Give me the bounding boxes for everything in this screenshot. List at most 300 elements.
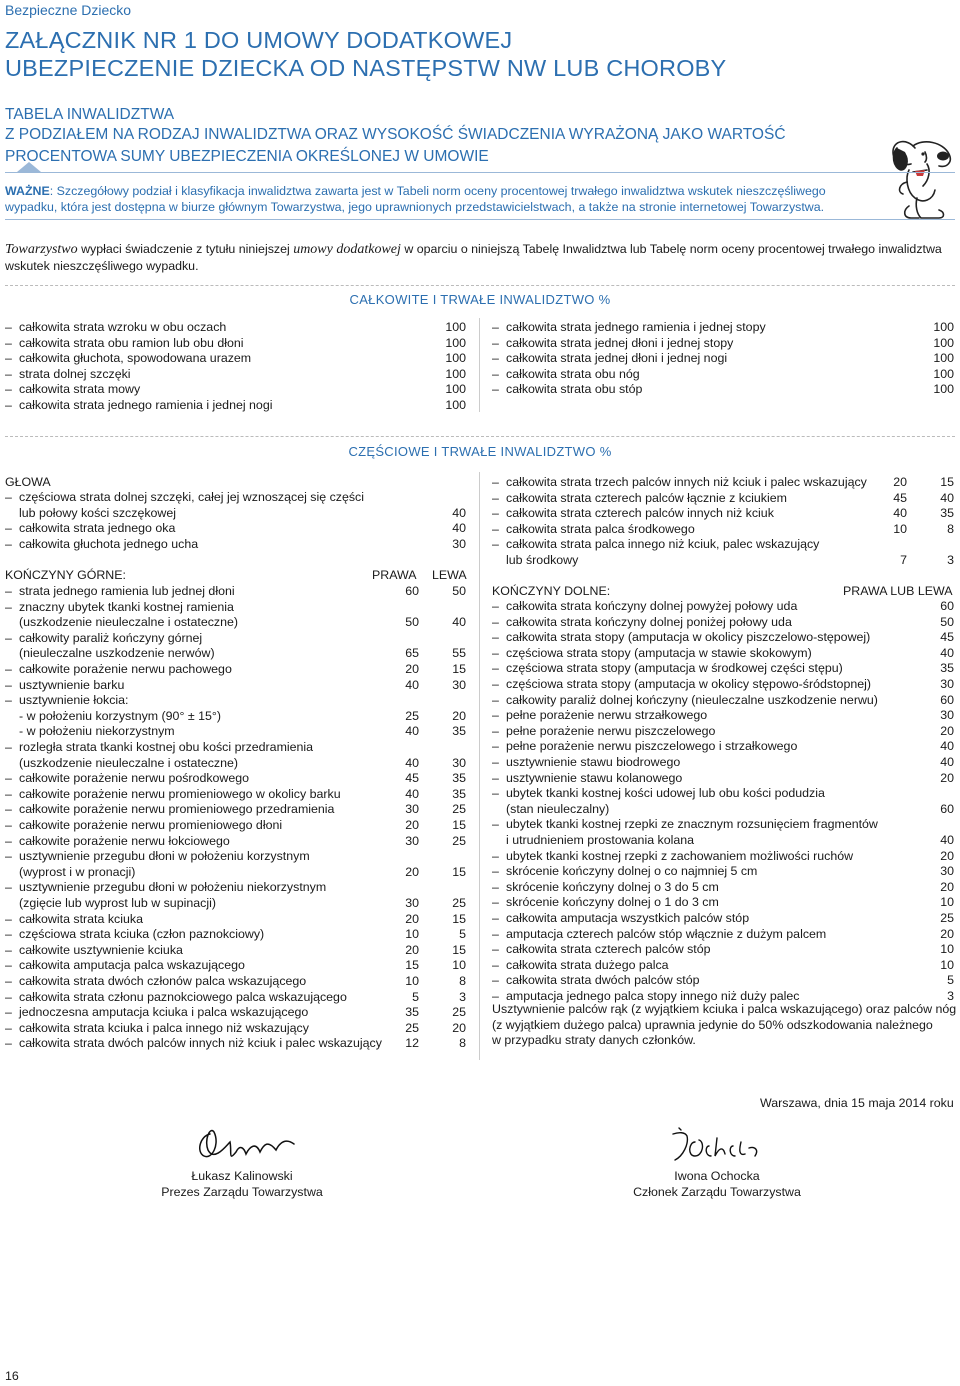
row-label: całkowita strata wzroku w obu oczach xyxy=(19,320,227,334)
row-label: całkowita strata obu stóp xyxy=(506,382,643,397)
row-label: skrócenie kończyny dolnej o 3 do 5 cm xyxy=(506,879,719,894)
row-dash: – xyxy=(5,849,12,864)
row-value-left: 15 xyxy=(940,475,954,489)
signer1-name: Łukasz Kalinowski xyxy=(191,1169,293,1183)
row-dash: – xyxy=(5,974,12,988)
table-row xyxy=(5,537,466,553)
row-value: 5 xyxy=(947,973,954,988)
row-dash: – xyxy=(492,521,499,536)
row-dash: – xyxy=(492,708,499,723)
row-label: częściowa strata dolnej szczęki, całej jej wznoszącej się części xyxy=(19,490,365,504)
row-value-left: 35 xyxy=(452,786,466,801)
row-value-right: 35 xyxy=(405,1005,419,1020)
table-row xyxy=(5,865,466,881)
row-dash: – xyxy=(5,630,12,645)
table-row xyxy=(5,740,466,756)
signing-date: Warszawa, dnia 15 maja 2014 roku xyxy=(760,1096,954,1110)
row-value-right: 40 xyxy=(405,786,419,801)
row-dash: – xyxy=(5,771,12,786)
row-dash: – xyxy=(492,755,499,769)
row-value-right: 20 xyxy=(405,662,419,676)
row-value-left: 25 xyxy=(452,896,466,910)
row-label: lub połowy kości szczękowej xyxy=(19,505,177,520)
row-value: 100 xyxy=(445,351,466,366)
row-value-left: 30 xyxy=(452,755,466,770)
row-label: usztywnienie przegubu dłoni w położeniu korzystnym xyxy=(19,849,310,864)
table-row xyxy=(5,802,466,818)
row-dash: – xyxy=(5,942,12,957)
row-label: skrócenie kończyny dolnej o co najmniej 5 cm xyxy=(506,864,758,879)
row-value: 20 xyxy=(940,723,954,738)
row-value-right: 20 xyxy=(405,864,419,879)
row-value: 30 xyxy=(940,677,954,691)
section-divider xyxy=(5,285,955,286)
table-row xyxy=(492,553,954,569)
row-dash: – xyxy=(5,677,12,692)
row-value-left: 25 xyxy=(452,833,466,848)
table-row xyxy=(492,864,954,880)
table-row xyxy=(492,367,954,383)
table-row xyxy=(5,912,466,928)
table-row xyxy=(5,709,466,725)
column-separator xyxy=(479,472,480,1060)
row-value-left: 20 xyxy=(452,708,466,723)
row-label: usztywnienie stawu biodrowego xyxy=(506,755,681,769)
row-label: częściowa strata stopy (amputacja w stawie skokowym) xyxy=(506,645,812,660)
row-value-right: 20 xyxy=(405,818,419,832)
table-row xyxy=(492,802,954,818)
row-value: 60 xyxy=(940,599,954,613)
table-row xyxy=(492,880,954,896)
table-row xyxy=(492,599,954,615)
table-row xyxy=(492,506,954,522)
row-label: całkowita amputacja wszystkich palców stóp xyxy=(506,911,750,925)
row-label: całkowita strata jednego ramienia i jednej nogi xyxy=(19,398,273,412)
row-dash: – xyxy=(492,661,499,676)
row-dash: – xyxy=(5,1005,12,1020)
row-dash: – xyxy=(492,989,499,1003)
row-value: 40 xyxy=(452,505,466,520)
page-title-line1: ZAŁĄCZNIK NR 1 DO UMOWY DODATKOWEJ xyxy=(5,27,513,53)
table-row xyxy=(5,646,466,662)
row-value: 35 xyxy=(940,661,954,676)
row-dash: – xyxy=(5,958,12,973)
table-row xyxy=(5,787,466,803)
row-dash: – xyxy=(492,692,499,707)
row-dash: – xyxy=(492,723,499,738)
row-value-left: 25 xyxy=(452,1005,466,1020)
table-row xyxy=(5,943,466,959)
row-value-left: 35 xyxy=(452,724,466,739)
table-row xyxy=(5,927,466,943)
table-row xyxy=(492,336,954,352)
row-dash: – xyxy=(492,770,499,785)
table-row xyxy=(5,974,466,990)
row-dash: – xyxy=(5,818,12,832)
row-value-right: 65 xyxy=(405,646,419,661)
row-label: całkowity paraliż dolnej kończyny (nieuleczalne uszkodzenie nerwu) xyxy=(506,692,878,707)
page-title-line2: UBEZPIECZENIE DZIECKA OD NASTĘPSTW NW LUB CHOROBY xyxy=(5,55,727,81)
row-value: 100 xyxy=(933,335,954,350)
row-label: całkowite usztywnienie kciuka xyxy=(19,942,183,957)
row-label: ubytek tkanki kostnej rzepki ze znacznym rozsunięciem fragmentów xyxy=(506,817,878,832)
table-row xyxy=(5,615,466,631)
table-row xyxy=(492,927,954,943)
row-label: całkowite porażenie nerwu pośrodkowego xyxy=(19,771,250,786)
row-label: całkowita strata jednej dłoni i jednej nogi xyxy=(506,351,728,366)
row-label: strata jednego ramienia lub jednej dłoni xyxy=(19,584,235,598)
subtitle-line1: TABELA INWALIDZTWA xyxy=(5,106,175,123)
row-label: całkowite porażenie nerwu promieniowego przedramienia xyxy=(19,802,335,817)
table-row xyxy=(5,631,466,647)
row-label: całkowita strata czterech palców innych niż kciuk xyxy=(506,506,774,521)
table-row xyxy=(492,958,954,974)
row-value-right: 45 xyxy=(405,771,419,786)
row-dash: – xyxy=(492,817,499,832)
table-row xyxy=(5,600,466,616)
row-value: 40 xyxy=(940,755,954,769)
table-row xyxy=(5,351,466,367)
section-divider xyxy=(5,436,955,437)
row-value: 100 xyxy=(445,382,466,397)
row-dash: – xyxy=(5,335,12,350)
row-label: amputacja jednego palca stopy innego niż duży palec xyxy=(506,989,800,1003)
row-value-right: 15 xyxy=(405,958,419,973)
row-value: 100 xyxy=(933,320,954,334)
table-row xyxy=(492,320,954,336)
row-label: częściowa strata stopy (amputacja w okolicy stępowo-śródstopnej) xyxy=(506,677,871,691)
row-value: 100 xyxy=(933,366,954,381)
table-row xyxy=(492,382,954,398)
row-value-right: 40 xyxy=(893,506,907,521)
section-title-total: CAŁKOWITE I TRWAŁE INWALIDZTWO % xyxy=(349,292,611,307)
row-dash: – xyxy=(492,351,499,366)
table-row xyxy=(492,537,954,553)
row-value: 40 xyxy=(940,645,954,660)
row-dash: – xyxy=(492,537,499,552)
row-value-left: 15 xyxy=(452,942,466,957)
row-value-right: 40 xyxy=(405,755,419,770)
lower-header: PRAWA LUB LEWA xyxy=(843,584,953,598)
table-row xyxy=(5,367,466,383)
row-dash: – xyxy=(492,739,499,754)
row-label: całkowita głuchota jednego ucha xyxy=(19,536,199,551)
row-dash: – xyxy=(5,490,12,504)
row-dash: – xyxy=(492,382,499,397)
row-dash: – xyxy=(492,599,499,613)
row-value-right: 30 xyxy=(405,802,419,817)
row-value-right: 20 xyxy=(893,475,907,489)
row-value: 10 xyxy=(940,942,954,957)
final-note-line3: w przypadku straty danych członków. xyxy=(492,1033,696,1047)
row-value-left: 20 xyxy=(452,1020,466,1035)
table-row xyxy=(5,880,466,896)
table-row xyxy=(5,336,466,352)
row-dash: – xyxy=(492,879,499,894)
row-value-left: 8 xyxy=(459,974,466,988)
subtitle-line2: Z PODZIAŁEM NA RODZAJ INWALIDZTWA ORAZ WYSOKOŚĆ ŚWIADCZENIA WYRAŻONĄ JAKO WARTOŚĆ xyxy=(5,126,786,143)
row-value-left: 8 xyxy=(459,1036,466,1051)
table-row xyxy=(5,724,466,740)
row-label: całkowite porażenie nerwu promieniowego w okolicy barku xyxy=(19,786,341,801)
table-row xyxy=(5,849,466,865)
row-value-left: 50 xyxy=(452,584,466,598)
row-label: całkowita strata jednej dłoni i jednej stopy xyxy=(506,335,734,350)
table-row xyxy=(5,896,466,912)
row-label: całkowita strata dwóch członów palca wskazującego xyxy=(19,974,307,988)
upper-limbs-label: KOŃCZYNY GÓRNE: xyxy=(5,568,126,582)
row-value-right: 40 xyxy=(405,677,419,692)
row-value-right: 10 xyxy=(405,927,419,942)
table-row xyxy=(492,491,954,507)
row-label: usztywnienie stawu kolanowego xyxy=(506,770,683,785)
row-label: ubytek tkanki kostnej rzepki z zachowaniem możliwości ruchów xyxy=(506,848,854,863)
table-row xyxy=(492,942,954,958)
row-value: 20 xyxy=(940,879,954,894)
row-dash: – xyxy=(5,989,12,1004)
row-label: strata dolnej szczęki xyxy=(19,366,131,381)
table-row xyxy=(492,849,954,865)
row-dash: – xyxy=(492,645,499,660)
row-value: 10 xyxy=(940,957,954,972)
row-label: całkowita strata mowy xyxy=(19,382,141,397)
row-label: całkowita głuchota, spowodowana urazem xyxy=(19,351,252,366)
row-dash: – xyxy=(5,880,12,895)
note-pointer xyxy=(17,162,41,172)
row-label: częściowa strata kciuka (człon paznokciowy) xyxy=(19,927,265,942)
table-row xyxy=(5,506,466,522)
column-separator xyxy=(479,318,480,412)
row-dash: – xyxy=(5,366,12,381)
table-row xyxy=(492,817,954,833)
row-label: usztywnienie łokcia: xyxy=(19,693,129,708)
row-dash: – xyxy=(5,927,12,942)
row-label: (uszkodzenie nieuleczalne i ostateczne) xyxy=(19,755,239,770)
row-dash: – xyxy=(492,630,499,645)
row-label: całkowita strata czterech palców łącznie z kciukiem xyxy=(506,490,787,505)
table-row xyxy=(5,990,466,1006)
row-label: całkowita strata czterech palców stóp xyxy=(506,942,711,957)
table-row xyxy=(5,678,466,694)
row-value-left: 3 xyxy=(459,989,466,1004)
row-dash: – xyxy=(5,911,12,926)
row-value-right: 30 xyxy=(405,896,419,910)
row-label: pełne porażenie nerwu piszczelowego xyxy=(506,723,716,738)
row-label: lub środkowy xyxy=(506,553,579,567)
row-label: (stan nieuleczalny) xyxy=(506,801,610,816)
row-value: 50 xyxy=(940,614,954,629)
row-label: całkowita strata kciuka xyxy=(19,911,143,926)
row-value-left: 15 xyxy=(452,818,466,832)
table-row xyxy=(492,724,954,740)
lower-limbs-label: KOŃCZYNY DOLNE: xyxy=(492,584,611,598)
row-value: 20 xyxy=(940,848,954,863)
row-value-left: 40 xyxy=(940,490,954,505)
brand-label: Bezpieczne Dziecko xyxy=(5,2,132,18)
table-row xyxy=(492,895,954,911)
row-value: 100 xyxy=(445,398,466,412)
row-label: całkowita strata jednego oka xyxy=(19,521,176,536)
row-label: całkowita strata dwóch palców stóp xyxy=(506,973,700,988)
row-label: całkowita strata palca środkowego xyxy=(506,521,695,536)
row-label: całkowita amputacja palca wskazującego xyxy=(19,958,245,973)
table-row xyxy=(492,615,954,631)
row-label: znaczny ubytek tkanki kostnej ramienia xyxy=(19,599,234,614)
table-row xyxy=(492,522,954,538)
row-value: 3 xyxy=(947,989,954,1003)
intro-paragraph: Towarzystwo wypłaci świadczenie z tytułu niniejszej umowy dodatkowej w oparciu o niniejszą Tabelę Inwalidztwa lub Tabelę norm oceny procentowej trwałego inwalidztwa wskutek nieszczęśliwego wypadku. xyxy=(5,242,942,273)
row-label: całkowite porażenie nerwu pachowego xyxy=(19,662,232,676)
row-label: całkowita strata obu ramion lub obu dłoni xyxy=(19,335,244,350)
row-value: 100 xyxy=(933,382,954,397)
table-row xyxy=(5,662,466,678)
row-label: całkowita strata trzech palców innych niż kciuk i palec wskazujący xyxy=(506,475,867,489)
signer2-role: Członek Zarządu Towarzystwa xyxy=(633,1185,801,1199)
row-label: amputacja czterech palców stóp włącznie z dużym palcem xyxy=(506,926,827,941)
row-label: i utrudnieniem prostowania kolana xyxy=(506,833,695,847)
table-row xyxy=(492,786,954,802)
row-dash: – xyxy=(5,584,12,598)
row-value: 40 xyxy=(452,521,466,536)
row-value-left: 15 xyxy=(452,911,466,926)
row-value: 60 xyxy=(940,692,954,707)
row-label: całkowite porażenie nerwu promieniowego dłoni xyxy=(19,818,283,832)
row-value-left: 8 xyxy=(947,521,954,536)
row-dash: – xyxy=(492,335,499,350)
important-note-box xyxy=(5,172,955,220)
table-row xyxy=(492,661,954,677)
row-value: 25 xyxy=(940,911,954,925)
row-value: 45 xyxy=(940,630,954,645)
table-row xyxy=(5,1021,466,1037)
table-row xyxy=(5,756,466,772)
row-label: ubytek tkanki kostnej kości udowej lub obu kości podudzia xyxy=(506,786,825,801)
row-dash: – xyxy=(5,693,12,708)
row-dash: – xyxy=(492,973,499,988)
row-label: całkowita strata palca innego niż kciuk, palec wskazujący xyxy=(506,537,820,552)
row-value-right: 20 xyxy=(405,942,419,957)
signature-ochocka xyxy=(665,1120,765,1170)
row-value: 20 xyxy=(940,770,954,785)
row-dash: – xyxy=(492,366,499,381)
row-label: całkowite porażenie nerwu łokciowego xyxy=(19,833,230,848)
row-label: całkowita strata dużego palca xyxy=(506,957,669,972)
row-dash: – xyxy=(492,864,499,879)
row-value: 30 xyxy=(940,864,954,879)
upper-left-header: LEWA xyxy=(432,568,467,582)
row-value-left: 35 xyxy=(452,771,466,786)
row-value-left: 3 xyxy=(947,553,954,567)
row-value-right: 50 xyxy=(405,615,419,630)
row-value-left: 35 xyxy=(940,506,954,521)
row-dash: – xyxy=(492,677,499,691)
row-label: całkowita strata dwóch palców innych niż kciuk i palec wskazujący xyxy=(19,1036,382,1051)
row-value-right: 10 xyxy=(405,974,419,988)
row-label: całkowita strata kończyny dolnej powyżej połowy uda xyxy=(506,599,798,613)
table-row xyxy=(492,755,954,771)
row-label: całkowita strata jednego ramienia i jednej stopy xyxy=(506,320,766,334)
row-label: całkowita strata członu paznokciowego palca wskazującego xyxy=(19,989,347,1004)
row-label: - w położeniu korzystnym (90° ± 15°) xyxy=(19,708,221,723)
row-value: 40 xyxy=(940,833,954,847)
row-label: całkowita strata kciuka i palca innego niż wskazujący xyxy=(19,1020,309,1035)
table-row xyxy=(492,739,954,755)
row-label: całkowita strata stopy (amputacja w okolicy piszczelowo-stępowej) xyxy=(506,630,871,645)
signature-block-1 xyxy=(142,1168,342,1200)
row-dash: – xyxy=(5,599,12,614)
table-row xyxy=(5,818,466,834)
table-row xyxy=(492,771,954,787)
row-dash: – xyxy=(492,506,499,521)
row-label: skrócenie kończyny dolnej o 1 do 3 cm xyxy=(506,895,719,910)
row-value: 40 xyxy=(940,739,954,754)
table-row xyxy=(492,973,954,989)
row-dash: – xyxy=(492,490,499,505)
row-value: 20 xyxy=(940,926,954,941)
row-label: jednoczesna amputacja kciuka i palca wskazującego xyxy=(19,1005,309,1020)
table-row xyxy=(492,677,954,693)
row-dash: – xyxy=(5,320,12,334)
row-label: usztywnienie barku xyxy=(19,677,125,692)
row-label: (uszkodzenie nieuleczalne i ostateczne) xyxy=(19,615,239,630)
row-dash: – xyxy=(492,475,499,489)
row-label: pełne porażenie nerwu piszczelowego i strzałkowego xyxy=(506,739,798,754)
row-dash: – xyxy=(492,926,499,941)
table-row xyxy=(492,351,954,367)
row-value-left: 15 xyxy=(452,864,466,879)
important-note: WAŻNE: Szczegółowy podział i klasyfikacja inwalidztwa zawarta jest w Tabeli norm oceny procentowej trwałego inwalidztwa wskutek nieszczęśliwego wypadku, która jest dostępna w biurze głównym Towarzystwa, jego uprawnionych przedstawicielstwach, a także na stronie internetowej Towarzystwa. xyxy=(5,184,826,214)
table-row xyxy=(492,833,954,849)
row-value-right: 40 xyxy=(405,724,419,739)
table-row xyxy=(5,1036,466,1052)
row-label: usztywnienie przegubu dłoni w położeniu niekorzystnym xyxy=(19,880,327,895)
table-row xyxy=(5,398,466,414)
row-dash: – xyxy=(5,398,12,412)
row-value-right: 30 xyxy=(405,833,419,848)
row-dash: – xyxy=(5,802,12,817)
table-row xyxy=(5,771,466,787)
row-dash: – xyxy=(5,786,12,801)
row-value: 100 xyxy=(445,335,466,350)
row-value-right: 20 xyxy=(405,911,419,926)
row-label: całkowita strata obu nóg xyxy=(506,366,640,381)
signer1-role: Prezes Zarządu Towarzystwa xyxy=(161,1185,323,1199)
row-label: rozległa strata tkanki kostnej obu kości przedramienia xyxy=(19,740,314,754)
row-value-left: 15 xyxy=(452,662,466,676)
row-dash: – xyxy=(492,848,499,863)
table-row xyxy=(492,708,954,724)
row-value: 100 xyxy=(445,320,466,334)
row-dash: – xyxy=(5,1036,12,1051)
row-value-right: 60 xyxy=(405,584,419,598)
row-value-right: 12 xyxy=(405,1036,419,1051)
table-row xyxy=(5,584,466,600)
section-title-partial: CZĘŚCIOWE I TRWAŁE INWALIDZTWO % xyxy=(348,444,612,459)
table-row xyxy=(5,1005,466,1021)
row-label: częściowa strata stopy (amputacja w środkowej części stępu) xyxy=(506,661,843,676)
table-row xyxy=(492,693,954,709)
row-dash: – xyxy=(5,1020,12,1035)
row-value: 30 xyxy=(452,536,466,551)
table-row xyxy=(492,911,954,927)
row-label: - w położeniu niekorzystnym xyxy=(19,724,175,739)
row-value-right: 25 xyxy=(405,708,419,723)
table-row xyxy=(5,958,466,974)
row-label: (wyprost i w pronacji) xyxy=(19,864,136,879)
row-dash: – xyxy=(492,320,499,334)
row-value-left: 5 xyxy=(459,927,466,942)
row-value-left: 40 xyxy=(452,615,466,630)
